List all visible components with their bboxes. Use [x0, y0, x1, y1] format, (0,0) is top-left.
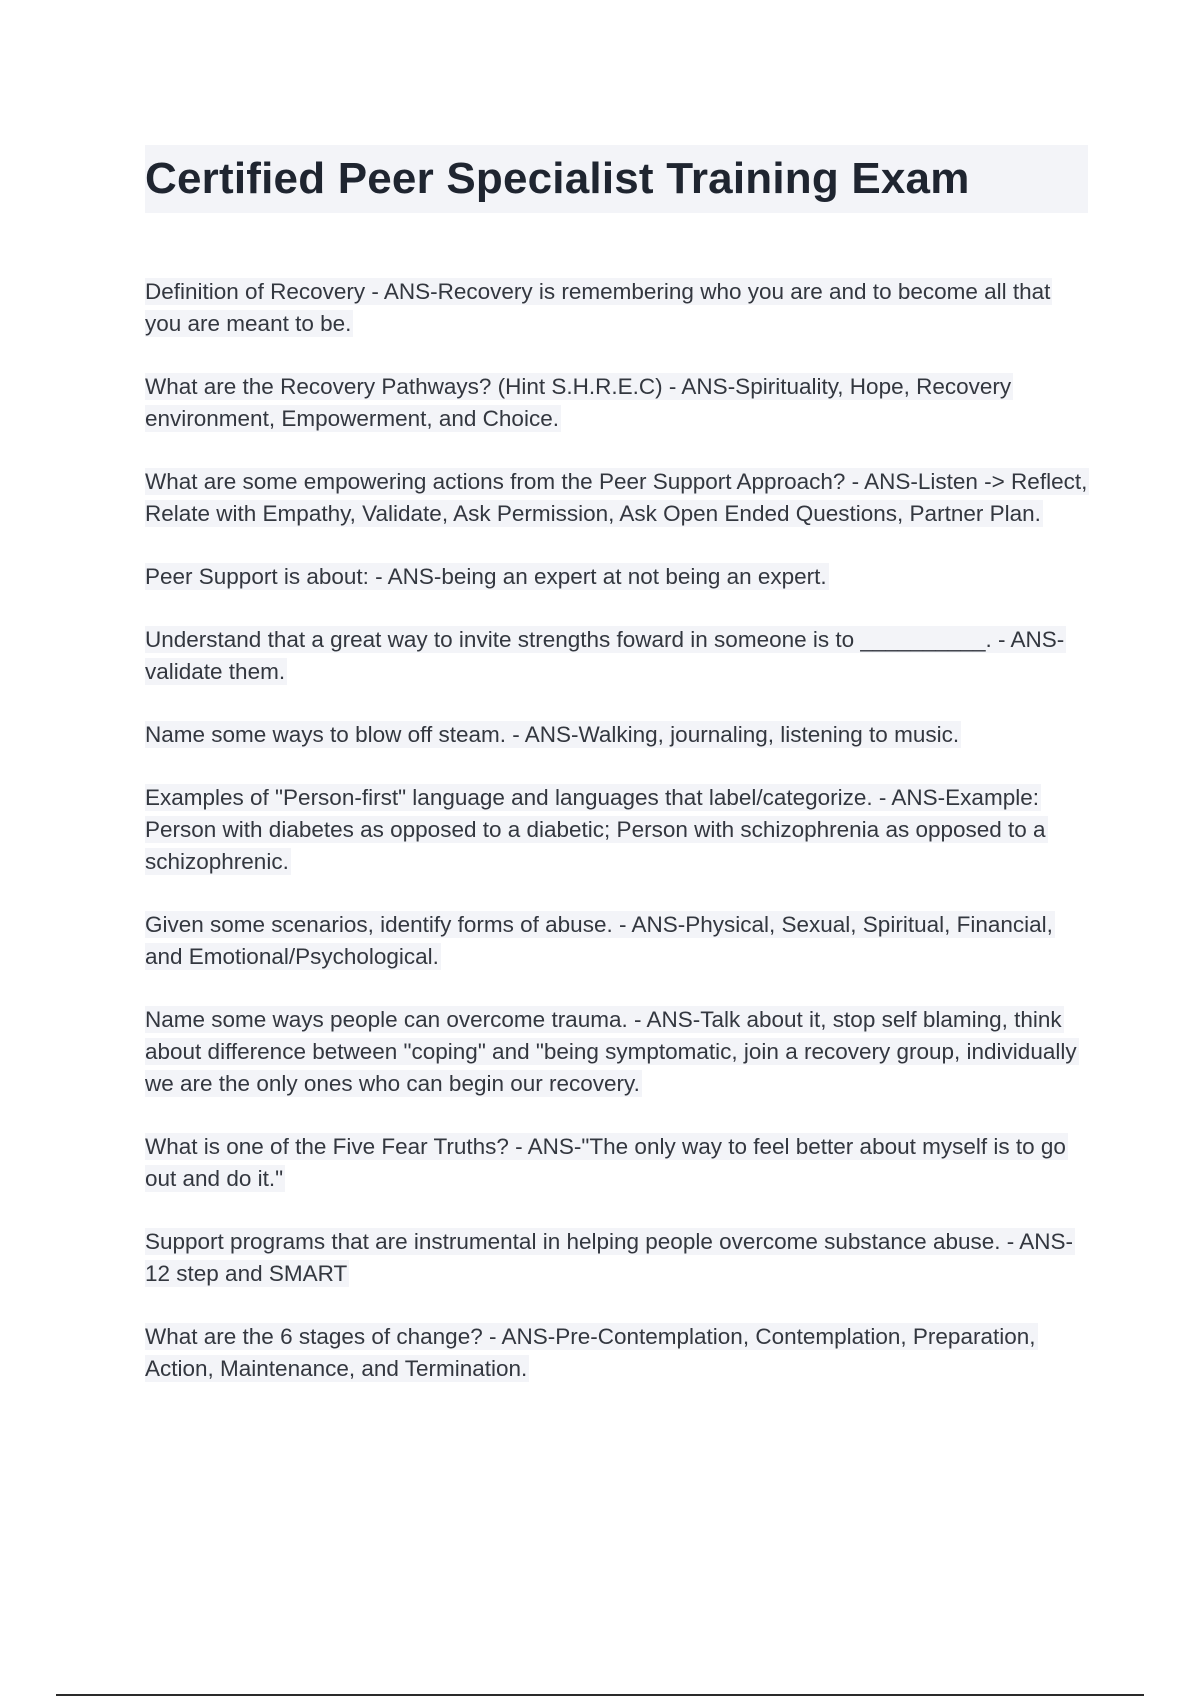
qa-item-9 [145, 1004, 1088, 1100]
qa-text: What are some empowering actions from the Peer Support Approach? - ANS-Listen -> Reflect, Relate with Empathy, Validate, Ask Permission, Ask Open Ended Questions, Partner Plan. [145, 469, 1088, 526]
qa-list [145, 276, 1088, 1385]
qa-text: What is one of the Five Fear Truths? - ANS-"The only way to feel better about myself is to go out and do it." [145, 1134, 1066, 1191]
qa-item-12 [145, 1321, 1088, 1385]
qa-text: Given some scenarios, identify forms of abuse. - ANS-Physical, Sexual, Spiritual, Financial, and Emotional/Psychological. [145, 912, 1053, 969]
page-title: Certified Peer Specialist Training Exam [145, 154, 970, 203]
qa-item-10 [145, 1131, 1088, 1195]
qa-text: Name some ways people can overcome trauma. - ANS-Talk about it, stop self blaming, think about difference between "coping" and "being symptomatic, join a recovery group, individually we are the only ones who can begin our recovery. [145, 1007, 1077, 1096]
qa-text: Name some ways to blow off steam. - ANS-Walking, journaling, listening to music. [145, 722, 960, 747]
qa-item-7 [145, 782, 1088, 878]
qa-item-3 [145, 466, 1088, 530]
qa-item-1 [145, 276, 1088, 340]
qa-text: Definition of Recovery - ANS-Recovery is remembering who you are and to become all that you are meant to be. [145, 279, 1051, 336]
footer-divider [56, 1694, 1144, 1696]
document-page [145, 145, 1088, 1416]
qa-text: Examples of "Person-first" language and languages that label/categorize. - ANS-Example: Person with diabetes as opposed to a diabetic; Person with schizophrenia as opposed to a schizophrenic. [145, 785, 1046, 874]
title-band [145, 145, 1088, 213]
qa-text: Support programs that are instrumental in helping people overcome substance abuse. - ANS-12 step and SMART [145, 1229, 1074, 1286]
qa-text: What are the 6 stages of change? - ANS-Pre-Contemplation, Contemplation, Preparation, Action, Maintenance, and Termination. [145, 1324, 1036, 1381]
qa-text: Peer Support is about: - ANS-being an expert at not being an expert. [145, 564, 827, 589]
qa-item-6 [145, 719, 1088, 751]
qa-item-2 [145, 371, 1088, 435]
qa-item-8 [145, 909, 1088, 973]
qa-text: Understand that a great way to invite strengths foward in someone is to __________. - ANS-validate them. [145, 627, 1065, 684]
qa-item-5 [145, 624, 1088, 688]
qa-item-4 [145, 561, 1088, 593]
qa-text: What are the Recovery Pathways? (Hint S.H.R.E.C) - ANS-Spirituality, Hope, Recovery environment, Empowerment, and Choice. [145, 374, 1012, 431]
qa-item-11 [145, 1226, 1088, 1290]
